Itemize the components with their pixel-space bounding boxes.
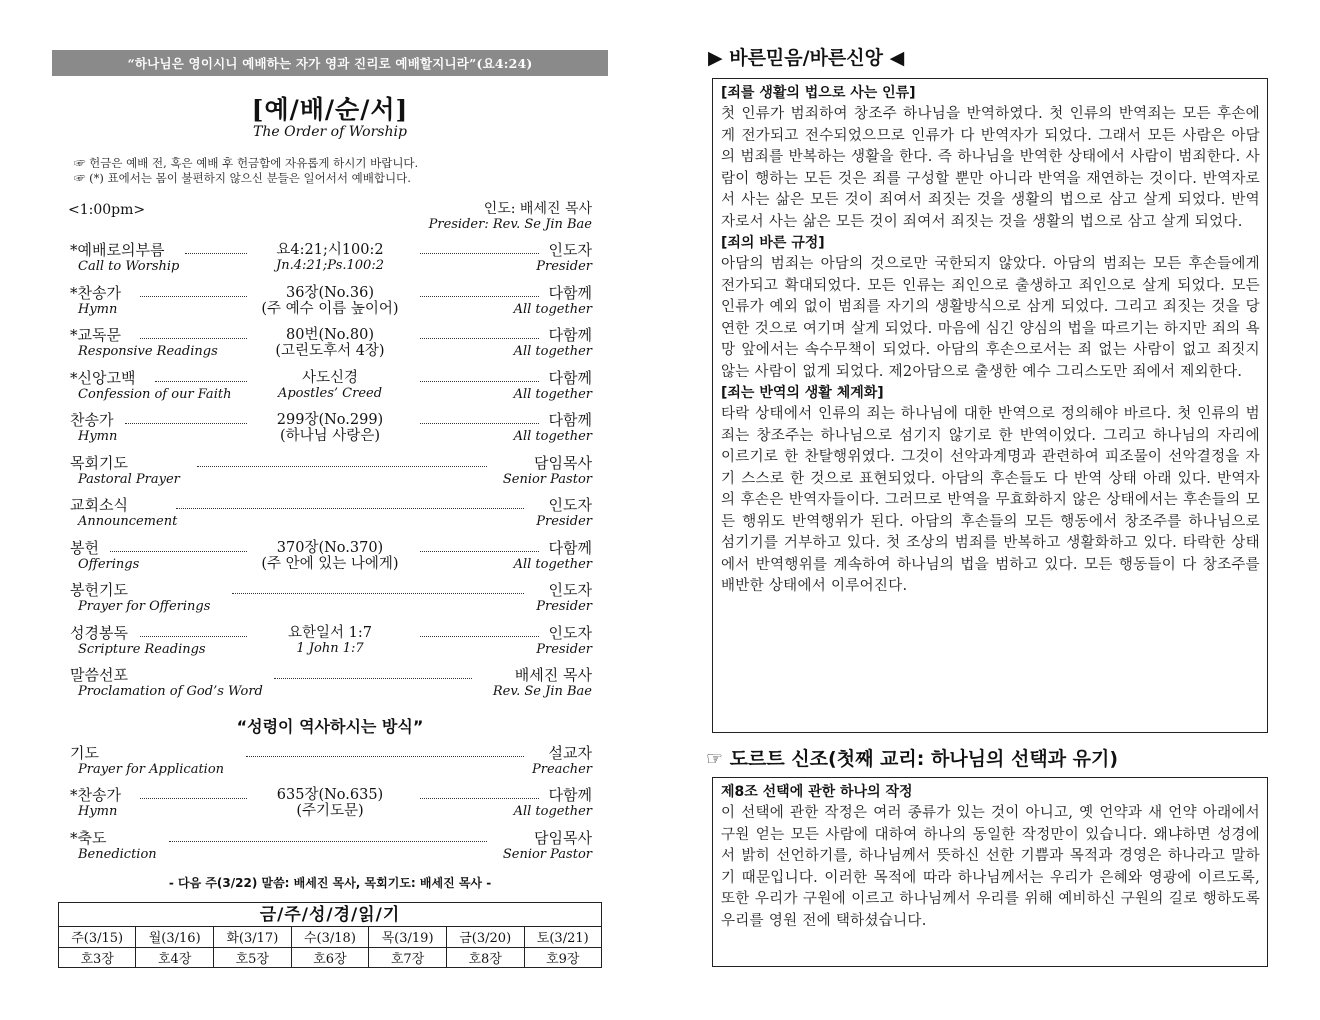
dort-heading: ☞ 도르트 신조(첫째 교리: 하나님의 선택과 유기)	[706, 748, 1119, 770]
reading-chapter: 호4장	[136, 947, 214, 967]
reading-chapter: 호5장	[214, 947, 292, 967]
item-person-ko: 담임목사	[534, 828, 592, 847]
item-title-en: Proclamation of God’s Word	[78, 684, 263, 699]
item-person-ko: 인도자	[548, 241, 592, 259]
item-person-en: All together	[513, 556, 592, 572]
item-title-ko: *찬송가	[70, 283, 121, 302]
item-detail-main: 370장(No.370)	[276, 539, 384, 556]
page-title: [예/배/순/서]	[251, 95, 409, 124]
sermon-title: “성령이 역사하시는 방식”	[236, 716, 424, 736]
item-title-ko: *신앙고백	[70, 368, 136, 387]
item-person-ko: 배세진 목사	[514, 666, 592, 684]
reading-days-row	[59, 927, 601, 947]
leader-dots	[420, 798, 539, 799]
item-detail-main: 299장(No.299)	[276, 412, 384, 428]
item-title-en: Confession of our Faith	[78, 386, 232, 402]
item-title-ko: *축도	[70, 828, 107, 847]
order-item	[52, 370, 608, 413]
item-detail-sub: Apostles’ Creed	[277, 385, 383, 401]
item-title-ko: 찬송가	[70, 411, 114, 429]
reading-day: 토(3/21)	[524, 927, 601, 947]
item-title-en: Call to Worship	[78, 259, 180, 274]
leader-dots	[110, 551, 247, 552]
item-detail-sub: (주 예수 이름 높이어)	[261, 300, 399, 317]
item-detail-sub: (주기도문)	[296, 803, 364, 819]
item-detail	[230, 242, 430, 274]
item-person-ko: 인도자	[548, 496, 592, 514]
order-item	[52, 625, 608, 668]
item-detail-main: 635장(No.635)	[276, 787, 384, 803]
item-title-ko: 말씀선포	[70, 666, 128, 684]
item-person-en: Rev. Se Jin Bae	[492, 684, 592, 699]
note-standing: ☞ (*) 표에서는 몸이 불편하지 않으신 분들은 일어서서 예배합니다.	[74, 171, 411, 185]
item-detail-sub: (주 안에 있는 나에게)	[261, 555, 399, 572]
item-person-ko: 다함께	[548, 786, 592, 804]
item-person-en: Presider	[536, 641, 592, 657]
item-title-ko: *예배로의부름	[70, 241, 165, 259]
section-text: 첫 인류가 범죄하여 창조주 하나님을 반역하였다. 첫 인류의 반역죄는 모든 후손에게 전가되고 전수되었으므로 인류가 다 반역자가 되었다. 그래서 모든 사람은 아담의 범죄를 반복하는 생활을 한다. 즉 하나님을 반역한 상태에서 사람이 범죄한다. 사람이 행하는 모든 것은 죄를 구성할 뿐만 아니라 반역을 재연하는 것이다. 반역자로서 사는 삶은 모든 것이 죄여서 죄짓는 것을 생활의 법으로 삼고 살게 되었다. 반역자로서 사는 삶은 모든 것이 죄여서 죄짓는 것을 생활의 법으로 삼고 살게 되었다.	[721, 106, 1260, 230]
item-person-ko: 다함께	[548, 538, 592, 557]
leader-dots	[420, 636, 539, 637]
reading-day: 월(3/16)	[136, 927, 214, 947]
item-title-en: Offerings	[78, 556, 140, 572]
item-person-ko: 다함께	[548, 326, 592, 344]
weekly-bible-reading	[58, 902, 602, 968]
leader-dots	[420, 551, 539, 552]
leader-dots	[169, 841, 487, 842]
item-detail-main: 사도신경	[301, 369, 359, 386]
item-title-en: Hymn	[78, 301, 118, 317]
reading-chapter: 호3장	[80, 951, 114, 967]
leader-dots	[420, 253, 539, 254]
leader-dots	[125, 423, 247, 424]
leader-dots	[420, 296, 539, 297]
dort-article-title: 제8조 선택에 관한 하나의 작정	[721, 784, 913, 800]
item-title-ko: *교독문	[70, 326, 121, 344]
note-offering: ☞ 헌금은 예배 전, 혹은 예배 후 헌금함에 자유롭게 하시기 바랍니다.	[74, 156, 419, 170]
leader-dots	[232, 593, 524, 594]
order-items	[52, 242, 608, 710]
reading-chapter: 호8장	[446, 947, 524, 967]
reading-day: 화(3/17)	[214, 927, 292, 947]
item-detail	[230, 327, 430, 359]
item-person-en: Presider	[536, 514, 592, 529]
section-2	[721, 233, 1260, 383]
time-leader-line	[52, 200, 608, 234]
reading-day: 주(3/15)	[59, 927, 136, 947]
item-person-en: Presider	[536, 259, 592, 274]
leader-en: Presider: Rev. Se Jin Bae	[428, 217, 592, 232]
order-item	[52, 745, 608, 788]
item-person-en: All together	[513, 301, 592, 317]
order-item	[52, 667, 608, 710]
item-detail-sub: 1 John 1:7	[296, 640, 364, 656]
faith-box	[712, 78, 1268, 733]
item-person-en: Preacher	[532, 761, 592, 777]
leader-ko: 인도: 배세진 목사	[483, 201, 592, 217]
item-title-en: Pastoral Prayer	[78, 471, 180, 487]
order-item	[52, 787, 608, 830]
order-item	[52, 582, 608, 625]
reading-chapters-row	[59, 947, 601, 967]
item-title-ko: *찬송가	[70, 786, 121, 804]
service-time: <1:00pm>	[68, 202, 146, 218]
item-title-en: Benediction	[78, 846, 157, 862]
item-title-en: Announcement	[78, 514, 178, 529]
item-detail	[230, 370, 430, 402]
item-person-ko: 설교자	[548, 743, 592, 762]
order-item	[52, 412, 608, 455]
item-person-ko: 인도자	[548, 623, 592, 642]
order-item	[52, 285, 608, 328]
item-title-ko: 봉헌기도	[70, 581, 128, 599]
item-detail	[230, 412, 430, 444]
reading-title: 금/주/성/경/읽/기	[59, 903, 601, 927]
section-text: 아담의 범죄는 아담의 것으로만 국한되지 않았다. 아담의 범죄는 모든 후손들에게 전가되고 확대되었다. 모든 인류는 죄인으로 출생하고 죄인으로 살게 되었다. 모든 인류가 예외 없이 범죄를 자기의 생활방식으로 삼게 되었다. 그리고 죄짓는 것을 당연한 것으로 여기며 살게 되었다. 마음에 심긴 양심의 법을 따르기는 하지만 죄의 욕망 앞에서는 속수무책이 되었다. 아담의 후손으로서는 죄 없는 사람이 없고 죄짓지 않는 사람이 없게 되었다. 제2아담으로 출생한 예수 그리스도만 죄에서 제외한다.	[721, 256, 1260, 380]
leader-dots	[176, 508, 524, 509]
leader-dots	[420, 381, 539, 382]
item-person-en: All together	[513, 429, 592, 444]
item-title-en: Prayer for Application	[78, 761, 225, 777]
item-detail-main: 요한일서 1:7	[288, 624, 372, 641]
dort-box	[712, 777, 1268, 967]
item-title-ko: 교회소식	[70, 496, 128, 514]
dort-article-text: 이 선택에 관한 작정은 여러 종류가 있는 것이 아니고, 옛 언약과 새 언약 아래에서 구원 얻는 모든 사람에 대하여 하나의 동일한 작정만이 있습니다. 왜냐하면 성경에서 밝히 선언하기를, 하나님께서 뜻하신 선한 기쁨과 목적과 경영은 하나라고 말하기 때문입니다. 이러한 목적에 따라 하나님께서는 우리가 은혜와 영광에 이르도록, 또한 우리가 구원에 이르고 하나님께서 우리를 위해 예비하신 구원의 길로 행하도록 우리를 영원 전에 택하셨습니다.	[721, 805, 1260, 929]
order-item	[52, 540, 608, 583]
item-title-en: Hymn	[78, 429, 118, 444]
item-person-ko: 다함께	[548, 283, 592, 302]
reading-chapter: 호9장	[524, 947, 601, 967]
item-person-ko: 다함께	[548, 411, 592, 429]
order-item	[52, 327, 608, 370]
section-title: [죄를 생활의 법으로 사는 인류]	[721, 85, 916, 101]
item-detail-sub: (하나님 사랑은)	[280, 428, 380, 444]
item-person-en: Senior Pastor	[502, 471, 592, 487]
item-person-en: Senior Pastor	[502, 846, 592, 862]
item-detail-sub: Jn.4:21;Ps.100:2	[276, 258, 384, 273]
reading-table	[59, 927, 601, 967]
order-items-after-sermon	[52, 745, 608, 873]
item-person-ko: 담임목사	[534, 453, 592, 472]
worship-order-column	[52, 50, 608, 891]
leader-dots	[246, 756, 524, 757]
service-leader	[429, 202, 592, 232]
section-3	[721, 383, 1260, 598]
faith-heading: ▶ 바른믿음/바른신앙 ◀	[708, 47, 905, 69]
leader-dots	[420, 423, 539, 424]
order-item	[52, 242, 608, 285]
page-subtitle: The Order of Worship	[253, 124, 407, 140]
order-item	[52, 497, 608, 540]
item-person-ko: 인도자	[548, 581, 592, 599]
order-item	[52, 455, 608, 498]
leader-dots	[197, 466, 487, 467]
item-detail	[230, 787, 430, 819]
item-detail	[230, 625, 430, 657]
reading-chapter: 호7장	[369, 947, 447, 967]
reading-day: 목(3/19)	[369, 927, 447, 947]
section-title: [죄는 반역의 생활 체계화]	[721, 385, 884, 401]
order-item	[52, 830, 608, 873]
item-detail-sub: (고린도후서 4장)	[275, 343, 385, 359]
item-detail-main: 80번(No.80)	[286, 327, 374, 343]
item-title-ko: 목회기도	[70, 453, 128, 472]
leader-dots	[420, 338, 539, 339]
item-title-ko: 성경봉독	[70, 623, 128, 642]
notes	[52, 156, 608, 186]
item-detail	[230, 540, 430, 572]
item-person-en: All together	[513, 386, 592, 402]
reading-day: 수(3/18)	[291, 927, 369, 947]
section-title: [죄의 바른 규정]	[721, 235, 825, 251]
item-title-ko: 기도	[70, 743, 99, 762]
leader-dots	[274, 678, 472, 679]
item-title-en: Hymn	[78, 804, 118, 819]
item-title-ko: 봉헌	[70, 538, 99, 557]
item-title-en: Scripture Readings	[78, 641, 206, 657]
item-detail-main: 요4:21;시100:2	[276, 242, 384, 258]
item-person-en: Presider	[536, 599, 592, 614]
item-title-en: Responsive Readings	[78, 344, 218, 359]
item-detail-main: 36장(No.36)	[286, 284, 374, 301]
item-person-en: All together	[513, 804, 592, 819]
section-text: 타락 상태에서 인류의 죄는 하나님에 대한 반역으로 정의해야 바르다. 첫 인류의 범죄는 창조주는 하나님으로 섬기지 않기로 한 반역이었다. 그리고 하나님의 자리에 이르기로 한 찬탈행위였다. 그것이 선악과계명과 관련하여 피조물이 선악결정을 자기 스스로 한 것으로 표현되었다. 아담의 후손들도 다 반역 상태 아래 있다. 반역자의 후손은 반역자들이다. 그러므로 반역을 무효화하지 않은 상태에서는 후손들의 모든 행위도 반역행위가 된다. 아담의 후손들의 모든 행동에서 창조주를 하나님으로 섬기기를 거부하고 있다. 첫 조상의 범죄를 반복하고 생활화하고 있다. 타락한 상태에서 반역행위를 계속하여 하나님의 법을 범하고 있다. 모든 행동들이 다 창조주를 배반한 상태에서 이루어진다.	[721, 406, 1260, 594]
item-person-ko: 다함께	[548, 368, 592, 387]
reading-day: 금(3/20)	[446, 927, 524, 947]
item-detail	[230, 285, 430, 317]
next-week-notice: - 다음 주(3/22) 말씀: 배세진 목사, 목회기도: 배세진 목사 -	[168, 876, 492, 890]
scripture-banner: “하나님은 영이시니 예배하는 자가 영과 진리로 예배할지니라”(요4:24)	[52, 50, 608, 76]
reading-chapter: 호6장	[291, 947, 369, 967]
section-1	[721, 83, 1260, 233]
item-person-en: All together	[513, 344, 592, 359]
item-title-en: Prayer for Offerings	[78, 599, 211, 614]
